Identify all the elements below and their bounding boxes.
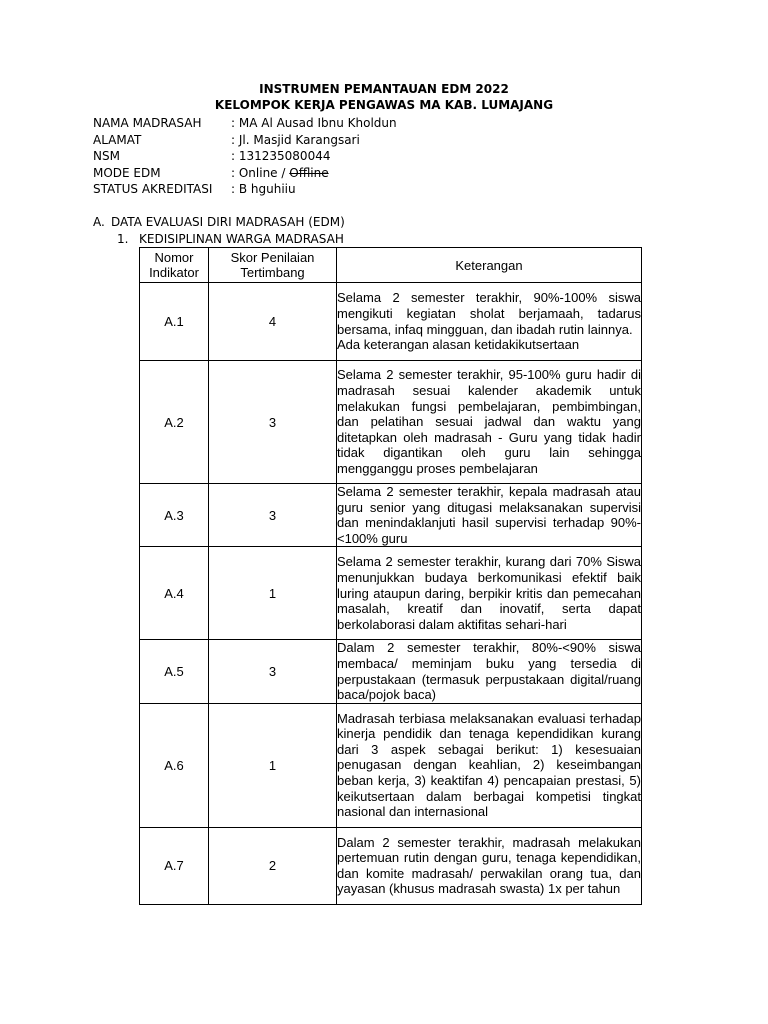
indicator-score: 3 (209, 640, 337, 703)
edm-table (139, 247, 642, 905)
info-value-alamat: : Jl. Masjid Karangsari (231, 133, 360, 147)
document-subtitle: KELOMPOK KERJA PENGAWAS MA KAB. LUMAJANG (214, 98, 554, 112)
info-label-mode: MODE EDM (93, 166, 161, 180)
table-row (140, 547, 642, 640)
indicator-score: 1 (209, 547, 337, 640)
info-label-nama: NAMA MADRASAH (93, 116, 202, 130)
info-value-mode (231, 165, 329, 181)
table-row (140, 361, 642, 484)
subsection-marker: 1. (117, 232, 129, 246)
indicator-number: A.6 (140, 703, 209, 827)
info-value-nama: : MA Al Ausad Ibnu Kholdun (231, 116, 397, 130)
section-marker: A. (93, 215, 105, 229)
mode-offline-struck: Offline (289, 166, 329, 180)
indicator-score: 3 (209, 484, 337, 547)
description-text: Selama 2 semester terakhir, 90%-100% siswa mengikuti kegiatan sholat berjamaah, tadarus bersama, infaq mingguan, dan ibadah rutin lainnya. (337, 290, 641, 337)
indicator-description: Selama 2 semester terakhir, kurang dari 70% Siswa menunjukkan budaya berkomunikasi efektif baik luring ataupun daring, berpikir kritis dan pemecahan masalah, kreatif dan inovatif, serta dapat berkolaborasi dalam aktifitas sehari-hari (337, 547, 642, 640)
table-row (140, 283, 642, 361)
indicator-score: 2 (209, 827, 337, 904)
header-nomor-indikator: Nomor Indikator (140, 248, 209, 283)
info-value-nsm: : 131235080044 (231, 149, 331, 163)
indicator-number: A.7 (140, 827, 209, 904)
indicator-number: A.5 (140, 640, 209, 703)
info-label-akreditasi: STATUS AKREDITASI (93, 182, 213, 196)
header-keterangan: Keterangan (337, 248, 642, 283)
subsection-heading: KEDISIPLINAN WARGA MADRASAH (139, 232, 344, 246)
info-label-alamat: ALAMAT (93, 133, 142, 147)
indicator-description: Selama 2 semester terakhir, kepala madrasah atau guru senior yang ditugasi melaksanakan supervisi dan menindaklanjuti hasil supervisi terhadap 90%-<100% guru (337, 484, 641, 546)
table-row (140, 484, 642, 547)
description-note: Ada keterangan alasan ketidakikutsertaan (337, 337, 580, 353)
section-heading: DATA EVALUASI DIRI MADRASAH (EDM) (111, 215, 345, 229)
indicator-number: A.3 (140, 484, 209, 547)
indicator-description: Selama 2 semester terakhir, 95-100% guru hadir di madrasah sesuai kalender akademik untuk melakukan fungsi pembelajaran, pembimbingan, dan pelatihan sesuai jadwal dan waktu yang ditetapkan oleh madrasah - Guru yang tidak hadir tidak digantikan oleh guru lain sehingga mengganggu proses pembelajaran (337, 361, 642, 484)
indicator-number: A.2 (140, 361, 209, 484)
indicator-number: A.1 (140, 283, 209, 361)
indicator-score: 1 (209, 703, 337, 827)
table-row (140, 640, 642, 703)
header-skor-penilaian: Skor Penilaian Tertimbang (209, 248, 337, 283)
indicator-score: 4 (209, 283, 337, 361)
document-title: INSTRUMEN PEMANTAUAN EDM 2022 (259, 82, 509, 96)
indicator-description: Madrasah terbiasa melaksanakan evaluasi terhadap kinerja pendidik dan tenaga kependidikan kurang dari 3 aspek sebagai berikut: 1) kesesuaian penugasan dengan keahlian, 2) keseimbangan beban kerja, 3) keaktifan 4) pencapaian prestasi, 5) keikutsertaan dalam berbagai kompetisi tingkat nasional dan internasional (337, 703, 642, 827)
info-value-akreditasi: : B hguhiiu (231, 182, 296, 196)
table-row (140, 703, 642, 827)
indicator-score: 3 (209, 361, 337, 484)
indicator-description (337, 283, 642, 361)
indicator-description: Dalam 2 semester terakhir, madrasah melakukan pertemuan rutin dengan guru, tenaga kependidikan, dan komite madrasah/ perwakilan orang tua, dan yayasan (khusus madrasah swasta) 1x per tahun (337, 827, 642, 904)
table-row (140, 827, 642, 904)
indicator-number: A.4 (140, 547, 209, 640)
info-label-nsm: NSM (93, 149, 120, 163)
table-header-row (140, 248, 642, 283)
indicator-description: Dalam 2 semester terakhir, 80%-<90% siswa membaca/ meminjam buku yang tersedia di perpustakaan (termasuk perpustakaan digital/ruang baca/pojok baca) (337, 640, 641, 703)
mode-online-text: : Online / (231, 166, 290, 180)
